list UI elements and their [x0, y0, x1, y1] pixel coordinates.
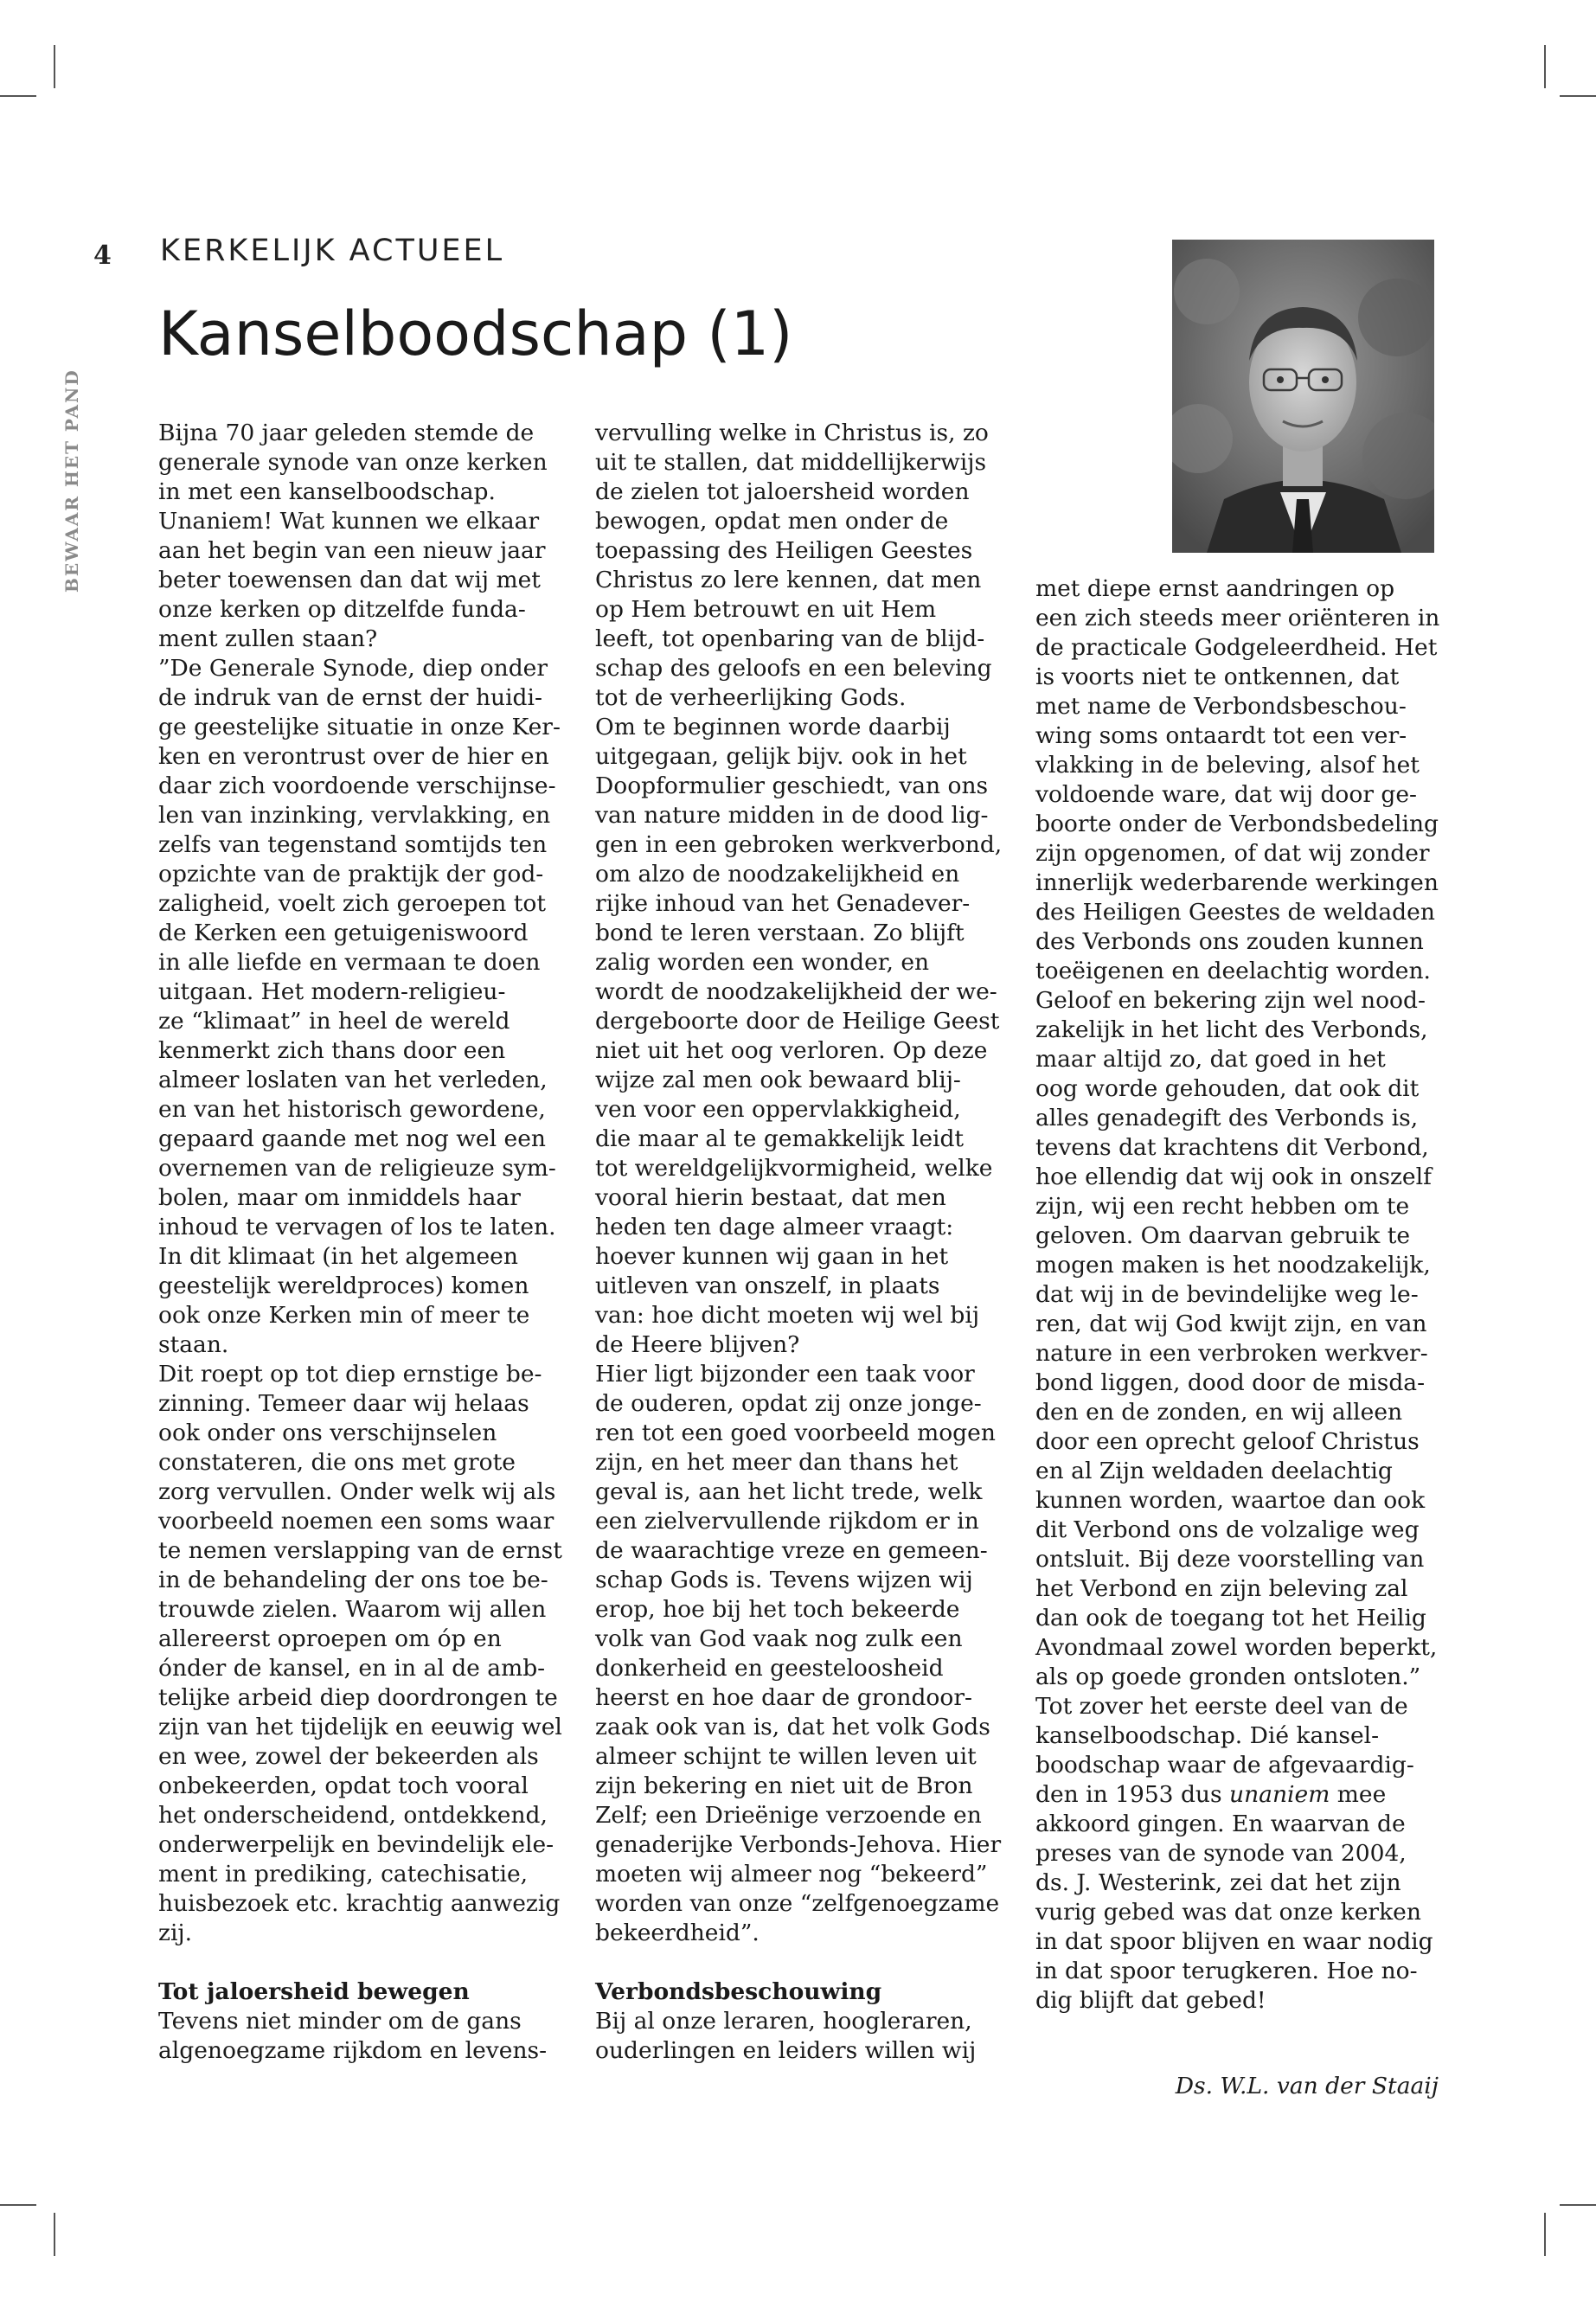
subheading: Verbondsbeschouwing [595, 1978, 882, 2005]
author-signature: Ds. W.L. van der Staaij [1175, 2073, 1439, 2099]
paragraph: Hier ligt bijzonder een taak voor de ouderen, opdat zij onze jonge- ren tot een goed voorbeeld mogen zijn, en het meer dan thans het geval is, aan het licht trede, welk een zielvervullende rijkdom er in de waarachtige vreze en gemeen- schap Gods is. Tevens wijzen wij erop, hoe bij het toch bekeerde volk van God vaak nog zulk een donkerheid en geesteloosheid heerst en hoe daar de grondoor- zaak ook van is, dat het volk Gods almeer schijnt te willen leven uit zijn bekering en niet uit de Bron Zelf; een Drieënige verzoende en genaderijke Verbonds-Jehova. Hier moeten wij almeer nog “bekeerd” worden van onze “zelfgenoegzame bekeerdheid”. [595, 1361, 1002, 1946]
article-column-2 [595, 419, 1010, 2066]
article-title: Kanselboodschap (1) [158, 298, 793, 369]
article-column-3 [1035, 574, 1451, 2016]
paragraph: Geloof en bekering zijn wel nood- zakelijk in het licht des Verbonds, maar altijd zo, dat goed in het oog worde gehouden, dat ook dit alles genadegift des Verbonds is, tevens dat krachtens dit Verbond, hoe ellendig dat wij ook in onszelf zijn, wij een recht hebben om te geloven. Om daarvan gebruik te mogen maken is het noodzakelijk, dat wij in de bevindelijke weg le- ren, dat wij God kwijt zijn, en van nature in een verbroken werkver- bond liggen, dood door de misda- den en de zonden, en wij alleen door een oprecht geloof Christus en al Zijn weldaden deelachtig kunnen worden, waartoe dan ook dit Verbond ons de volzalige weg ontsluit. Bij deze voorstelling van het Verbond en zijn beleving zal dan ook de toegang tot het Heilig Avondmaal zowel worden beperkt, als op goede gronden ontsloten.” [1035, 987, 1438, 1690]
paragraph: Bijna 70 jaar geleden stemde de generale synode van onze kerken in met een kanselboodschap. Unaniem! Wat kunnen we elkaar aan het begin van een nieuw jaar beter toewensen dan dat wij met onze kerken op ditzelfde funda- ment zullen staan? [158, 420, 548, 652]
paragraph: ”De Generale Synode, diep onder de indruk van de ernst der huidi- ge geestelijke situatie in onze Ker- ken en verontrust over de hier en daar zich voordoende verschijnse- len van inzinking, vervlakking, en zelfs van tegenstand somtijds ten opzichte van de praktijk der god- zaligheid, voelt zich geroepen tot de Kerken een getuigeniswoord in alle liefde en vermaan te doen uitgaan. Het modern-religieu- ze “klimaat” in heel de wereld kenmerkt zich thans door een almeer loslaten van het verleden, en van het historisch gewordene, gepaard gaande met nog wel een overnemen van de religieuze sym- bolen, maar om inmiddels haar inhoud te vervagen of los te laten. In dit klimaat (in het algemeen geestelijk wereldproces) komen ook onze Kerken min of meer te staan. [158, 655, 561, 1358]
section-label: KERKELIJK ACTUEEL [160, 234, 505, 268]
side-label: BEWAAR HET PAND [61, 369, 82, 593]
paragraph: Bij al onze leraren, hoogleraren, ouderlingen en leiders willen wij [595, 2008, 977, 2064]
emphasis: unaniem [1229, 1781, 1330, 1808]
crop-mark [1544, 45, 1546, 88]
page-number: 4 [93, 240, 112, 271]
crop-mark [0, 2204, 36, 2206]
crop-mark [54, 45, 55, 88]
crop-mark [54, 2213, 55, 2256]
article-column-1 [158, 419, 565, 2066]
crop-mark [0, 95, 36, 97]
crop-mark [1544, 2213, 1546, 2256]
paragraph [1035, 1692, 1451, 2016]
paragraph: Om te beginnen worde daarbij uitgegaan, gelijk bijv. ook in het Doopformulier geschiedt, van ons van nature midden in de dood lig- gen in een gebroken werkverbond, om alzo de noodzakelijkheid en rijke inhoud van het Genadever- bond te leren verstaan. Zo blijft zalig worden een wonder, en wordt de noodzakelijkheid der we- dergeboorte door de Heilige Geest niet uit het oog verloren. Op deze wijze zal men ook bewaard blij- ven voor een oppervlakkigheid, die maar al te gemakkelijk leidt tot wereldgelijkvormigheid, welke vooral hierin bestaat, dat men heden ten dage almeer vraagt: hoever kunnen wij gaan in het uitleven van onszelf, in plaats van: hoe dicht moeten wij wel bij de Heere blijven? [595, 714, 1003, 1358]
author-photo [1172, 240, 1434, 553]
crop-mark [1560, 2204, 1596, 2206]
paragraph: met diepe ernst aandringen op een zich steeds meer oriënteren in de practicale Godgeleerdheid. Het is voorts niet te ontkennen, dat met name de Verbondsbeschou- wing soms ontaardt tot een ver- vlakking in de beleving, alsof het voldoende ware, dat wij door ge- boorte onder de Verbondsbedeling zijn opgenomen, of dat wij zonder innerlijk wederbarende werkingen des Heiligen Geestes de weldaden des Verbonds ons zouden kunnen toeëigenen en deelachtig worden. [1035, 575, 1440, 984]
author-portrait-photo [1172, 240, 1434, 553]
paragraph: Dit roept op tot diep ernstige be- zinning. Temeer daar wij helaas ook onder ons verschijnselen constateren, die ons met grote zorg vervullen. Onder welk wij als voorbeeld noemen een soms waar te nemen verslapping van de ernst in de behandeling der ons toe be- trouwde zielen. Waarom wij allen allereerst oproepen om óp en ónder de kansel, en in al de amb- telijke arbeid diep doordrongen te zijn van het tijdelijk en eeuwig wel en wee, zowel der bekeerden als onbekeerden, opdat toch vooral het onderscheidend, ontdekkend, onderwerpelijk en bevindelijk ele- ment in prediking, catechisatie, huisbezoek etc. krachtig aanwezig zij. [158, 1361, 562, 1946]
crop-mark [1560, 95, 1596, 97]
text-run: mee akkoord gingen. En waarvan de preses van de synode van 2004, ds. J. Westerink, zei dat het zijn vurig gebed was dat onze kerken in dat spoor blijven en waar nodig in dat spoor terugkeren. Hoe no- dig blijft dat gebed! [1035, 1781, 1433, 2014]
text-run: Tot zover het eerste deel van de kanselboodschap. Dié kansel- boodschap waar de afgevaardig- den in 1953 dus [1035, 1693, 1414, 1808]
subheading: Tot jaloersheid bewegen [158, 1978, 470, 2005]
paragraph: Tevens niet minder om de gans algenoegzame rijkdom en levens- [158, 2008, 548, 2064]
paragraph: vervulling welke in Christus is, zo uit te stallen, dat middellijkerwijs de zielen tot jaloersheid worden bewogen, opdat men onder de toepassing des Heiligen Geestes Christus zo lere kennen, dat men op Hem betrouwt en uit Hem leeft, tot openbaring van de blijd- schap des geloofs en een beleving tot de verheerlijking Gods. [595, 420, 992, 711]
